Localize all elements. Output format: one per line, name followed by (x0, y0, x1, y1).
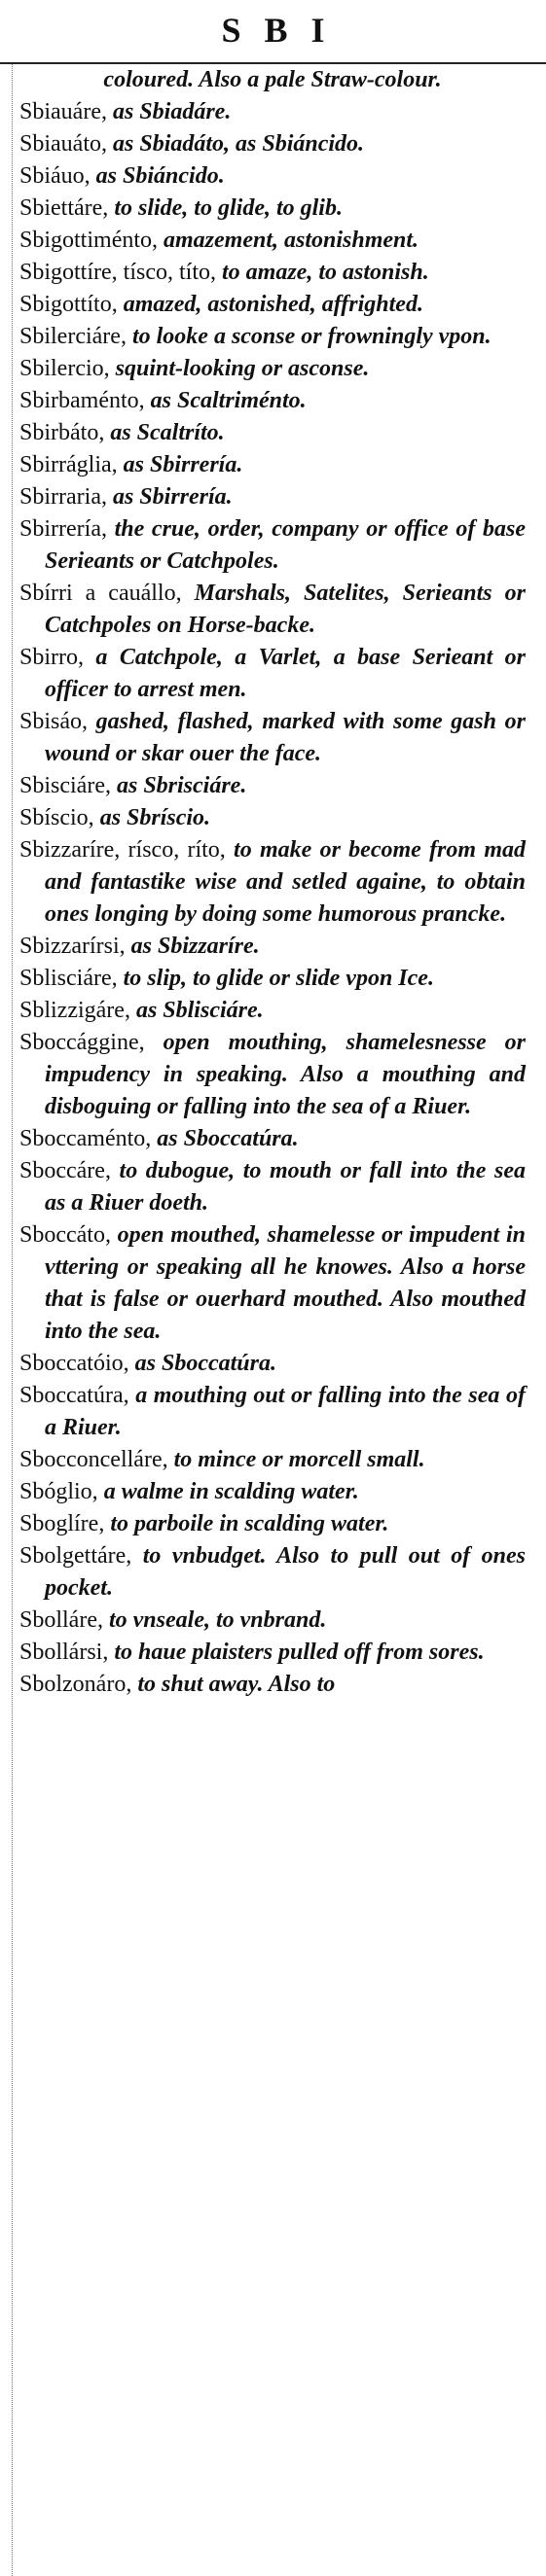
headword: Sbirrería, (19, 516, 107, 542)
definition: as Sbiadáto, as Sbiáncido. (107, 131, 365, 157)
definition: open mouthed, shamelesse or impudent in vttering or speaking all he knowes. Also a horse that is false or ouerhard mouthed. Also mouthed into the sea. (45, 1222, 526, 1344)
definition: to looke a sconse or frowningly vpon. (126, 324, 491, 349)
dictionary-entry (19, 193, 526, 225)
headword: Sboglíre, (19, 1511, 105, 1536)
definition: as Sbirrería. (117, 452, 243, 477)
entry-column (19, 64, 526, 2573)
dictionary-entry (19, 1605, 526, 1637)
headword: Sbírri a cauállo, (19, 581, 182, 606)
dictionary-entry (19, 1348, 526, 1380)
dictionary-entry (19, 1540, 526, 1605)
headword: Sbisáo, (19, 709, 89, 734)
dictionary-entry (19, 578, 526, 642)
definition: amazed, astonished, affrighted. (117, 292, 423, 317)
dictionary-entry (19, 225, 526, 257)
dictionary-entry (19, 513, 526, 578)
definition: as Sbiáncido. (90, 163, 225, 189)
definition: to dubogue, to mouth or fall into the sea as a Riuer doeth. (45, 1158, 526, 1216)
dictionary-entry (19, 385, 526, 417)
page-header: SBI (221, 11, 348, 50)
headword: Sbirbáto, (19, 420, 105, 445)
definition: to make or become from mad and fantastike wise and setled againe, to obtain ones longing by doing some humorous prancke. (45, 837, 526, 927)
dictionary-entry (19, 963, 526, 995)
definition: a mouthing out or falling into the sea of a Riuer. (45, 1383, 526, 1440)
headword: Sbolgettáre, (19, 1543, 132, 1569)
definition: to vnseale, to vnbrand. (102, 1607, 327, 1633)
dictionary-entry (19, 449, 526, 481)
definition: as Sbríscio. (93, 805, 211, 830)
dictionary-entry (19, 1476, 526, 1508)
headword: Sbiettáre, (19, 195, 109, 221)
dictionary-entry (19, 1027, 526, 1123)
headword: Sbilerciáre, (19, 324, 127, 349)
definition: to shut away. Also to (131, 1672, 336, 1697)
dictionary-entry (19, 481, 526, 513)
dictionary-entry (19, 995, 526, 1027)
dictionary-entry (19, 770, 526, 802)
dictionary-entry (19, 1508, 526, 1540)
dictionary-entry (19, 1669, 526, 1701)
dictionary-entry (19, 128, 526, 160)
definition: as Sbrisciáre. (110, 773, 247, 798)
headword: Sbollársi, (19, 1640, 109, 1665)
definition: a walme in scalding water. (97, 1479, 359, 1504)
headword: Sbiáuo, (19, 163, 91, 189)
definition: as Sbizzaríre. (125, 934, 260, 959)
headword: Sbiauáre, (19, 99, 107, 124)
definition: as Scaltríto. (104, 420, 225, 445)
definition: to slide, to glide, to glib. (108, 195, 343, 221)
headword: Sbigottíre, tísco, títo, (19, 260, 216, 285)
headword: Sbigottiménto, (19, 228, 159, 253)
dictionary-entry (19, 706, 526, 770)
dictionary-entry (19, 931, 526, 963)
definition: to parboile in scalding water. (104, 1511, 389, 1536)
header-band (0, 0, 546, 64)
definition: squint-looking or asconse. (109, 356, 370, 381)
definition: coloured. Also a pale Straw-colour. (103, 67, 442, 92)
definition: gashed, flashed, marked with some gash or wound or skar ouer the face. (45, 709, 526, 766)
headword: Sbóglio, (19, 1479, 98, 1504)
dictionary-entry (19, 321, 526, 353)
headword: Sbizzarírsi, (19, 934, 126, 959)
dictionary-entry (19, 289, 526, 321)
definition: as Sboccatúra. (151, 1126, 299, 1151)
headword: Sboccatúra, (19, 1383, 129, 1408)
headword: Sboccággine, (19, 1030, 145, 1055)
headword: Sbisciáre, (19, 773, 111, 798)
dictionary-entry (19, 160, 526, 193)
headword: Sblizzigáre, (19, 998, 130, 1023)
definition: to vnbudget. Also to pull out of ones pocket. (45, 1543, 526, 1601)
definition: to amaze, to astonish. (216, 260, 429, 285)
dictionary-entry (19, 1123, 526, 1155)
headword: Sbocconcelláre, (19, 1447, 168, 1472)
headword: Sbolzonáro, (19, 1672, 132, 1697)
headword: Sblisciáre, (19, 966, 118, 991)
definition: to slip, to glide or slide vpon Ice. (117, 966, 434, 991)
dictionary-entry (19, 1637, 526, 1669)
definition: as Sbirrería. (106, 484, 233, 510)
column-rule (12, 64, 13, 2576)
headword: Sbizzaríre, rísco, ríto, (19, 837, 226, 863)
definition: to haue plaisters pulled off from sores. (108, 1640, 485, 1665)
dictionary-entry (19, 1155, 526, 1219)
dictionary-entry (19, 1444, 526, 1476)
definition: as Sboccatúra. (128, 1351, 276, 1376)
headword: Sbirro, (19, 645, 84, 670)
dictionary-entry (19, 96, 526, 128)
dictionary-entry (19, 1380, 526, 1444)
dictionary-entry (19, 417, 526, 449)
dictionary-entry (19, 353, 526, 385)
headword: Sbirraria, (19, 484, 107, 510)
headword: Sboccáre, (19, 1158, 111, 1183)
headword: Sbiauáto, (19, 131, 107, 157)
headword: Sbirráglia, (19, 452, 118, 477)
headword: Sbirbaménto, (19, 388, 145, 413)
headword: Sbolláre, (19, 1607, 103, 1633)
dictionary-entry (19, 257, 526, 289)
headword: Sboccatóio, (19, 1351, 129, 1376)
definition: as Sblisciáre. (129, 998, 264, 1023)
definition: a Catchpole, a Varlet, a base Serieant or officer to arrest men. (45, 645, 526, 702)
dictionary-entry (19, 834, 526, 931)
dictionary-entry (19, 642, 526, 706)
definition: open mouthing, shamelesnesse or impudency in speaking. Also a mouthing and disboguing or falling into the sea of a Riuer. (45, 1030, 526, 1119)
headword: Sboccáto, (19, 1222, 111, 1248)
headword: Sboccaménto, (19, 1126, 152, 1151)
definition: Marshals, Satelites, Serieants or Catchpoles on Horse-backe. (45, 581, 526, 638)
headword: Sbilercio, (19, 356, 110, 381)
headword: Sbíscio, (19, 805, 94, 830)
definition: amazement, astonishment. (158, 228, 419, 253)
dictionary-entry (19, 802, 526, 834)
definition: as Scaltriménto. (144, 388, 307, 413)
definition: as Sbiadáre. (106, 99, 232, 124)
headword: Sbigottíto, (19, 292, 118, 317)
dictionary-entry (19, 1219, 526, 1348)
definition: the crue, order, company or office of base Serieants or Catchpoles. (45, 516, 526, 574)
definition: to mince or morcell small. (167, 1447, 425, 1472)
dictionary-entry (19, 64, 526, 96)
